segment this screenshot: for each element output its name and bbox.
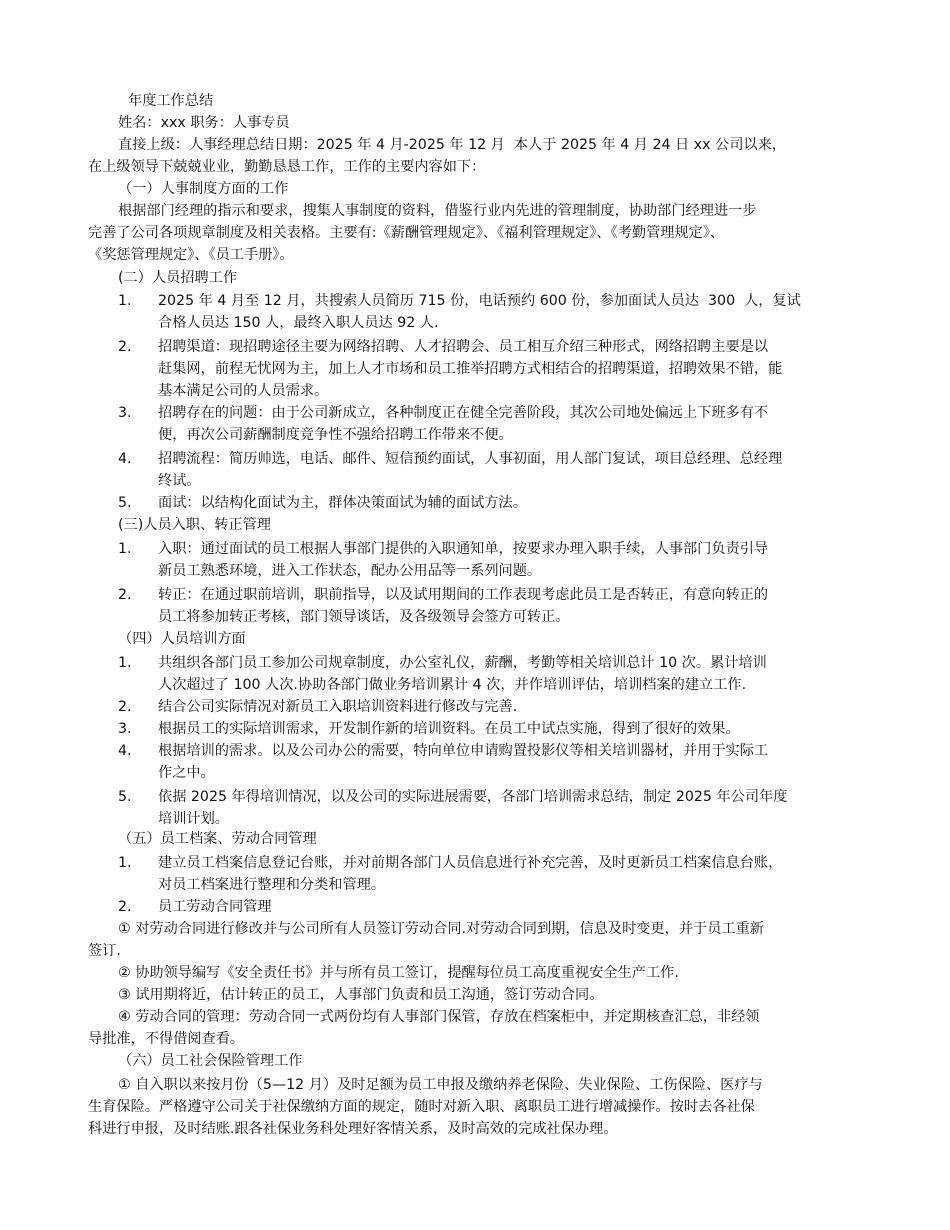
- list-number: 5.: [118, 789, 132, 805]
- section-heading: （五）员工档案、劳动合同管理: [118, 831, 317, 847]
- list-item-line: 转正：在通过职前培训，职前指导，以及试用期间的工作表现考虑此员工是否转正，有意向转正的: [158, 587, 769, 603]
- list-number: 1.: [118, 293, 132, 309]
- list-number: 1.: [118, 855, 132, 871]
- list-item-line: 终试。: [158, 473, 201, 489]
- clause-line: ④ 劳动合同的管理：劳动合同一式两份均有人事部门保管，存放在档案柜中，并定期核查汇总，非经领: [118, 1009, 760, 1025]
- intro-line: 直接上级：人事经理总结日期：2025 年 4 月-2025 年 12 月 本人于 2025 年 4 月 24 日 xx 公司以来，: [118, 137, 786, 153]
- list-item-line: 共组织各部门员工参加公司规章制度，办公室礼仪，薪酬，考勤等相关培训总计 10 次。累计培训: [158, 655, 767, 671]
- list-item-line: 赶集网，前程无忧网为主，加上人才市场和员工推举招聘方式相结合的招聘渠道，招聘效果不错，能: [158, 361, 783, 377]
- list-item-line: 2025 年 4 月至 12 月，共搜索人员简历 715 份，电话预约 600 份，参加面试人员达 300 人，复试: [158, 293, 801, 309]
- employee-info: 姓名：xxx 职务：人事专员: [118, 115, 290, 131]
- section-heading: （四）人员培训方面: [118, 631, 246, 647]
- clause-line: 生育保险。严格遵守公司关于社保缴纳方面的规定，随时对新入职、离职员工进行增减操作。按时去各社保: [88, 1099, 755, 1115]
- list-item-line: 入职：通过面试的员工根据人事部门提供的入职通知单，按要求办理入职手续，人事部门负责引导: [158, 541, 769, 557]
- paragraph-line: 完善了公司各项规章制度及相关表格。主要有:《薪酬管理规定》、《福利管理规定》、《考勤管理规定》、: [88, 225, 725, 241]
- paragraph-line: 根据部门经理的指示和要求，搜集人事制度的资料，借鉴行业内先进的管理制度，协助部门经理进一步: [118, 203, 757, 219]
- list-number: 2.: [118, 899, 132, 915]
- clause-line: 签订.: [88, 943, 121, 959]
- list-item-line: 员工劳动合同管理: [158, 899, 272, 915]
- list-number: 3.: [118, 405, 132, 421]
- list-item-line: 根据员工的实际培训需求，开发制作新的培训资料。在员工中试点实施，得到了很好的效果。: [158, 721, 740, 737]
- list-item-line: 建立员工档案信息登记台账，并对前期各部门人员信息进行补充完善，及时更新员工档案信息台账，: [158, 855, 783, 871]
- list-item-line: 合格人员达 150 人，最终入职人员达 92 人.: [158, 315, 439, 331]
- clause-line: ① 自入职以来按月份（5—12 月）及时足额为员工申报及缴纳养老保险、失业保险、工伤保险、医疗与: [118, 1077, 763, 1093]
- list-item-line: 员工将参加转正考核，部门领导谈话，及各级领导会签方可转正。: [158, 609, 570, 625]
- document-title: 年度工作总结: [128, 93, 214, 109]
- list-number: 1.: [118, 655, 132, 671]
- list-item-line: 作之中。: [158, 765, 215, 781]
- paragraph-line: 《奖惩管理规定》、《员工手册》。: [88, 247, 294, 263]
- clause-line: ② 协助领导编写《安全责任书》并与所有员工签订，提醒每位员工高度重视安全生产工作.: [118, 965, 679, 981]
- list-item-line: 招聘渠道：现招聘途径主要为网络招聘、人才招聘会、员工相互介绍三种形式，网络招聘主要是以: [158, 339, 769, 355]
- clause-line: 科进行申报，及时结账.跟各社保业务科处理好客情关系，及时高效的完成社保办理。: [88, 1121, 618, 1137]
- clause-line: ③ 试用期将近，估计转正的员工，人事部门负责和员工沟通，签订劳动合同。: [118, 987, 604, 1003]
- intro-line: 在上级领导下兢兢业业，勤勤恳恳工作，工作的主要内容如下：: [88, 159, 486, 175]
- list-item-line: 便，再次公司薪酬制度竞争性不强给招聘工作带来不便。: [158, 427, 513, 443]
- list-number: 4.: [118, 451, 132, 467]
- list-item-line: 面试：以结构化面试为主，群体决策面试为辅的面试方法。: [158, 495, 527, 511]
- list-number: 2.: [118, 699, 132, 715]
- list-number: 2.: [118, 339, 132, 355]
- list-item-line: 招聘流程：简历帅选，电话、邮件、短信预约面试，人事初面，用人部门复试，项目总经理、总经理: [158, 451, 783, 467]
- list-number: 5.: [118, 495, 132, 511]
- list-item-line: 结合公司实际情况对新员工入职培训资料进行修改与完善.: [158, 699, 518, 715]
- clause-line: 导批准，不得借阅查看。: [88, 1031, 245, 1047]
- list-item-line: 根据培训的需求。以及公司办公的需要，特向单位申请购置投影仪等相关培训器材，并用于实际工: [158, 743, 769, 759]
- list-number: 4.: [118, 743, 132, 759]
- section-heading: （一）人事制度方面的工作: [118, 181, 289, 197]
- list-number: 2.: [118, 587, 132, 603]
- list-number: 3.: [118, 721, 132, 737]
- list-item-line: 新员工熟悉环境，进入工作状态，配办公用品等一系列问题。: [158, 563, 542, 579]
- list-number: 1.: [118, 541, 132, 557]
- list-item-line: 培训计划。: [158, 811, 229, 827]
- list-item-line: 人次超过了 100 人次.协助各部门做业务培训累计 4 次，并作培训评估，培训档案的建立工作.: [158, 677, 747, 693]
- section-heading: （六）员工社会保险管理工作: [118, 1053, 303, 1069]
- clause-line: ① 对劳动合同进行修改并与公司所有人员签订劳动合同.对劳动合同到期，信息及时变更，并于员工重新: [118, 921, 764, 937]
- list-item-line: 基本满足公司的人员需求。: [158, 383, 329, 399]
- section-heading: (二）人员招聘工作: [118, 270, 238, 286]
- list-item-line: 对员工档案进行整理和分类和管理。: [158, 877, 386, 893]
- section-heading: (三)人员入职、转正管理: [118, 517, 271, 533]
- list-item-line: 招聘存在的问题：由于公司新成立，各种制度正在健全完善阶段，其次公司地处偏远上下班多有不: [158, 405, 769, 421]
- list-item-line: 依据 2025 年得培训情况，以及公司的实际进展需要，各部门培训需求总结，制定 2025 年公司年度: [158, 789, 788, 805]
